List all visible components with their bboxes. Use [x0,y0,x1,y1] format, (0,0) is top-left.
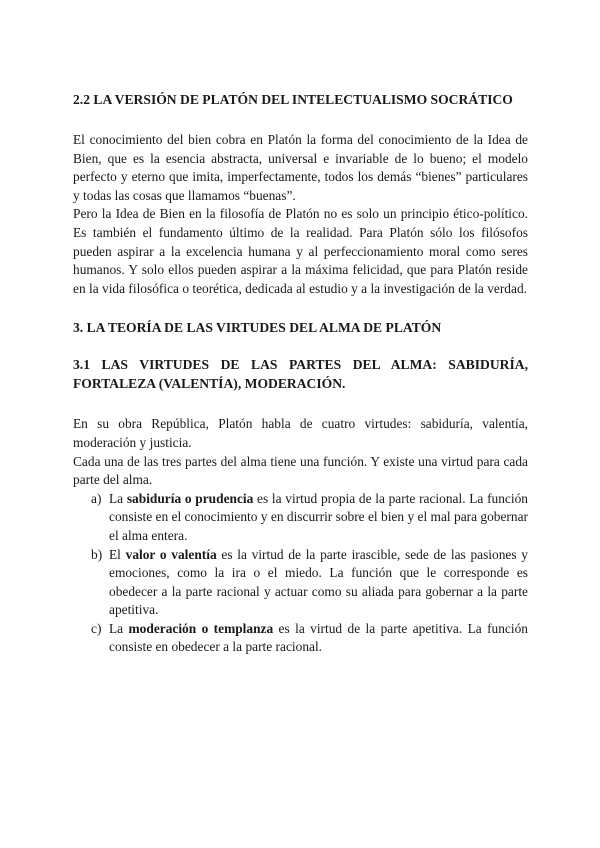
list-item-text-after: es la virtud de la parte irascible, sede de las pasiones y emociones, como la ira o el miedo. La función que le corresponde es obedecer a la parte racional y actuar como su aliada para gobernar a la parte apetitiva. [109,546,528,618]
paragraph-idea-de-bien: El conocimiento del bien cobra en Platón la forma del conocimiento de la Idea de Bien, que es la esencia abstracta, universal e invariable de lo bueno; el modelo perfecto y eterno que imita, imperfectamente, todos los demás “bienes” particulares y todas las cosas que llamamos “buenas”. [73,132,528,203]
virtues-list [73,490,528,657]
list-item [73,620,528,657]
list-item-bold-term: moderación o templanza [128,620,274,636]
list-item-text-after: es la virtud propia de la parte racional. La función consiste en el conocimiento y en discurrir sobre el bien y el mal para gobernar el alma entera. [109,490,528,543]
list-item-text-before: La [109,490,127,506]
list-item-text-before: La [109,620,129,636]
paragraph-partes-alma: Cada una de las tres partes del alma tiene una función. Y existe una virtud para cada parte del alma. [73,453,528,488]
heading-3-1: 3.1 LAS VIRTUDES DE LAS PARTES DEL ALMA: SABIDURÍA, FORTALEZA (VALENTÍA), MODERACIÓN. [73,357,528,392]
list-marker: c) [91,620,102,636]
heading-3: 3. LA TEORÍA DE LAS VIRTUDES DEL ALMA DE PLATÓN [73,320,442,336]
list-marker: b) [91,546,103,562]
list-item-bold-term: valor o valentía [125,546,217,562]
heading-2-2: 2.2 LA VERSIÓN DE PLATÓN DEL INTELECTUALISMO SOCRÁTICO [73,92,513,107]
list-item-text-after: es la virtud de la parte apetitiva. La función consiste en obedecer a la parte racional. [109,620,528,655]
list-item [73,546,528,620]
list-item-text-before: El [109,546,126,562]
list-marker: a) [91,490,102,506]
page-content [73,90,528,657]
list-item-bold-term: sabiduría o prudencia [126,490,254,506]
paragraph-fundamento-realidad: Pero la Idea de Bien en la filosofía de Platón no es solo un principio ético-político. Es también el fundamento último de la realidad. Para Platón sólo los filósofos pueden aspirar a la excelencia humana y al perfeccionamiento moral como seres humanos. Y solo ellos pueden aspirar a la máxima felicidad, que para Platón reside en la vida filosófica o teorética, dedicada al estudio y a la investigación de la verdad. [73,206,528,296]
list-item [73,490,528,546]
paragraph-cuatro-virtudes: En su obra República, Platón habla de cuatro virtudes: sabiduría, valentía, moderación y justicia. [73,416,528,450]
